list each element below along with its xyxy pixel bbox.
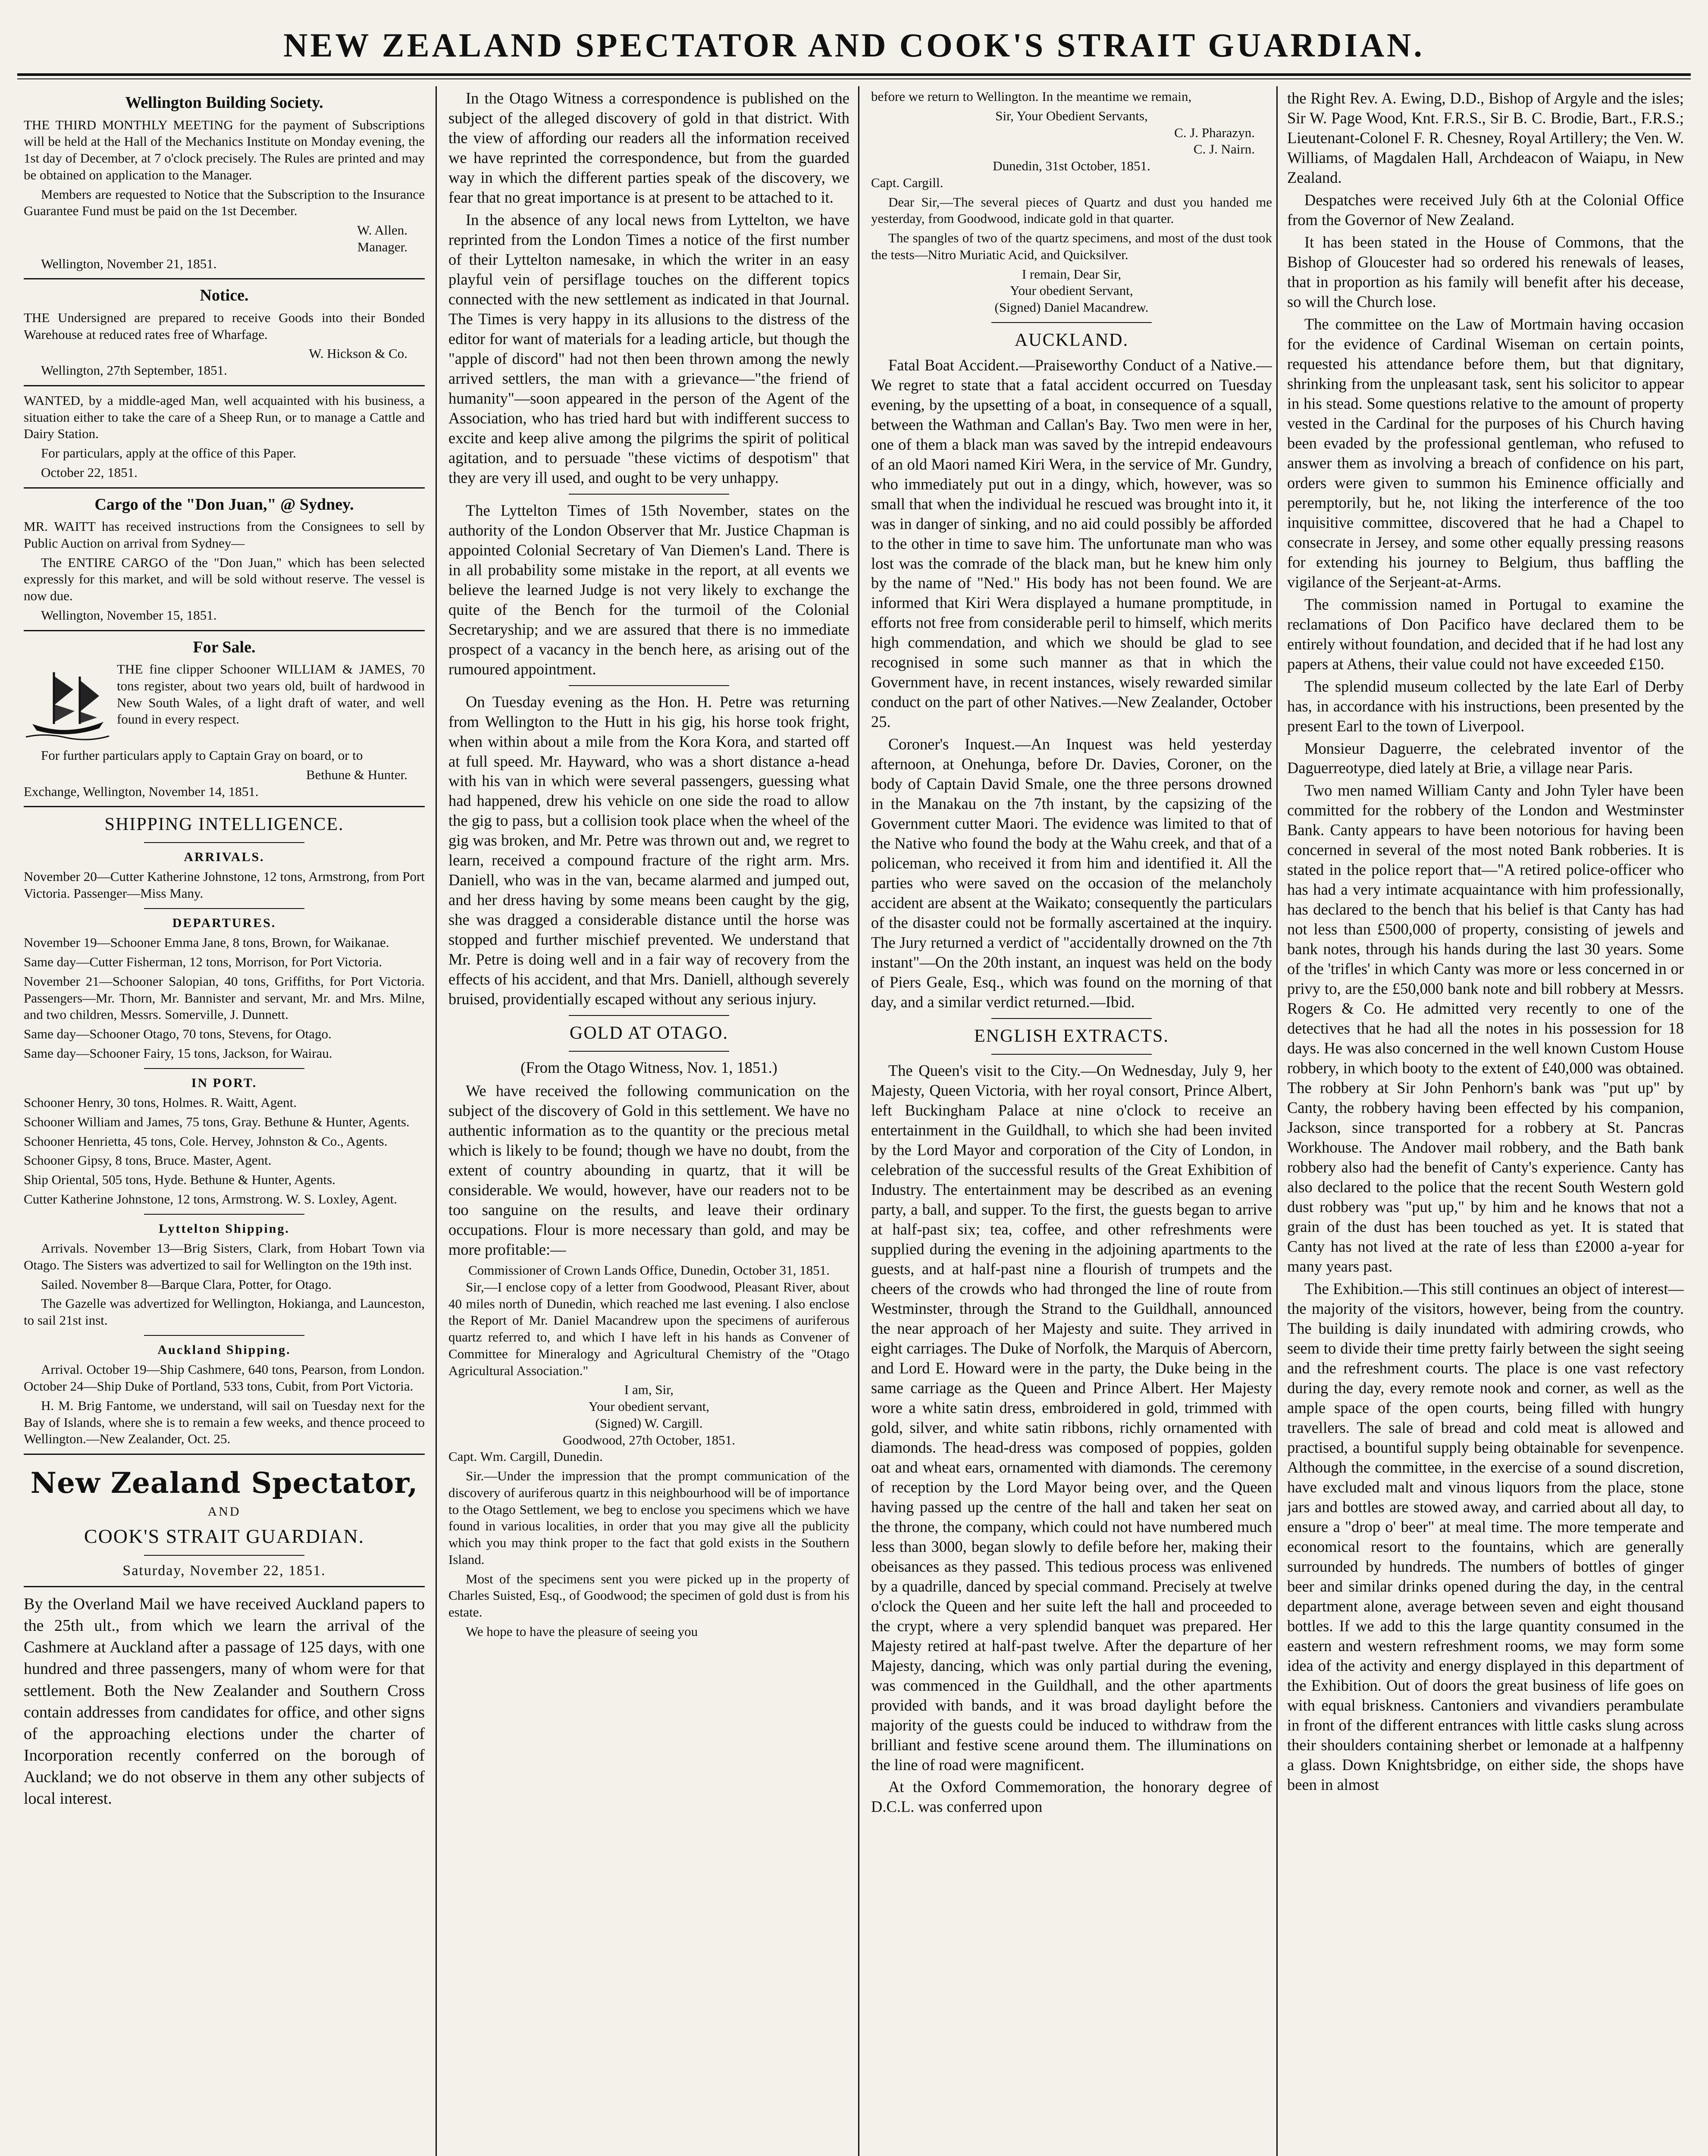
masthead-rule (17, 73, 1691, 76)
issue-date: Saturday, November 22, 1851. (122, 1562, 326, 1579)
notice-date: Wellington, 27th September, 1851. (41, 363, 227, 378)
divider (24, 630, 425, 631)
divider (24, 385, 425, 386)
petre-accident-report: On Tuesday evening as the Hon. H. Petre was returning from Wellington to the Hutt in his gig, his horse took fright, when within about a mile from the Kora Kora, and started off at full speed. Mr. Hayward, who was a short distance a-head with his van in which were several passengers, guessing what had happened, drew his vehicle on one side the road to allow the gig to pass, but a collision took place when the wheel of the gig was broken, and Mr. Petre was thrown out and, we regret to learn, received a compound fracture of the right arm. Mrs. Daniell, who was in the van, became alarmed and jumped out, and her dress having by some means been caught by the gig, she was dragged a considerable distance until the horse was stopped and further mischief prevented. We understand that Mr. Petre is doing well and in a fair way of recovery from the effects of his accident, and that Mrs. Daniell, although severely bruised, providentially escaped without any serious injury. (448, 693, 849, 1008)
gold-letter-signatory-2: C. J. Nairn. (1193, 141, 1255, 157)
goodwood-date-line: Goodwood, 27th October, 1851. (563, 1432, 735, 1448)
for-sale-signatory: Bethune & Hunter. (306, 767, 407, 782)
gold-letter-continued: before we return to Wellington. In the meantime we remain, (871, 89, 1192, 104)
lyttelton-entry: The Gazelle was advertized for Wellington, Hokianga, and Launceston, to sail 21st inst. (24, 1296, 425, 1328)
building-society-date: Wellington, November 21, 1851. (41, 256, 217, 271)
lyttelton-entry: Sailed. November 8—Barque Clara, Potter, for Otago. (41, 1276, 332, 1292)
departure-entry: Same day—Cutter Fisherman, 12 tons, Morrison, for Port Victoria. (24, 954, 382, 969)
divider (569, 685, 729, 686)
divider (569, 494, 729, 495)
despatches-item: Despatches were received July 6th at the Colonial Office from the Governor of New Zealand. (1287, 191, 1684, 229)
exhibition-item: The Exhibition.—This still continues an object of interest—the majority of the visitors, however, being from the country. The building is daily inundated with admiring crowds, who seem to divide their time pretty fairly between the sight seeing and the refreshment courts. The place is one vast refectory during the day, every remote nook and corner, as well as the ample space of the open courts, being filled with hungry travellers. The sale of bread and cold meat is allowed and practised, a bountiful supply being obtainable for sevenpence. Although the committee, in the exercise of a sound discretion, have excluded malt and vinous liquors from the place, stone jars and bottles are stowed away, and carried about all day, to ensure a "drop o' beer" at meal time. The more temperate and economical resort to the fountains, which are generally surrounded by hundreds. The numbers of bottles of ginger beer and similar drinks opened during the day, in the central department alone, average between seven and eight thousand bottles. If we add to this the large quantity consumed in the eastern and western refreshment rooms, we may form some idea of the activity and energy displayed in this department of the Exhibition. Out of doors the great business of life goes on with equal briskness. Cantoniers and vivandiers perambulate in front of the different entrances with little casks slung across their shoulders containing sherbet or lemonade at a halfpenny a glass. Down Knightsbridge, on either side, the shops have been in almost (1287, 1280, 1684, 1793)
macandrew-report-2: The spangles of two of the quartz specimens, and most of the dust took the tests—Nitro Muriatic Acid, and Quicksilver. (871, 230, 1272, 262)
otago-gold-intro: In the Otago Witness a correspondence is published on the subject of the alleged discovery of gold in that district. With the view of affording our readers all the information received we have reprinted the correspondence, but from the guarded way in which the different parties speak of the discovery, we fear that no great importance is at present to be attached to it. (448, 89, 849, 206)
gold-letter-signatory-1: C. J. Pharazyn. (1174, 125, 1255, 140)
divider (24, 278, 425, 279)
paper-title-and: AND (207, 1504, 241, 1519)
column-3 (871, 88, 1272, 2156)
gold-article-p1: We have received the following communication on the subject of the discovery of Gold in this settlement. We have no authentic information as to the quantity or the precious metal which is likely to be found; though we have no doubt, from the extent of country abounding in quartz, that it will be considerable. We would, however, have our readers not to be too sanguine on the results, and leave their ordinary occupations. Flour is more necessary than gold, and may be more profitable:— (448, 1082, 849, 1259)
in-port-entry: Cutter Katherine Johnstone, 12 tons, Armstrong. W. S. Loxley, Agent. (24, 1191, 397, 1206)
in-port-entry: Ship Oriental, 505 tons, Hyde. Bethune & Hunter, Agents. (24, 1172, 335, 1187)
auckland-heading: AUCKLAND. (1014, 330, 1129, 350)
for-sale-body-2: For further particulars apply to Captain Gray on board, or to (41, 748, 363, 763)
queens-visit-article: The Queen's visit to the City.—On Wednesday, July 9, her Majesty, Queen Victoria, with her royal consort, Prince Albert, left Buckingham Palace at nine o'clock to receive an entertainment in the Guildhall, to which she had been invited by the Lord Mayor and corporation of the City of London, in celebration of the successful results of the Great Exhibition of Industry. The entertainment may be described as an evening party, a ball, and supper. To the first, the guests began to arrive at half-past six; tea, coffee, and other refreshments were supplied during the evening in the adjoining apartments to the guests, and at half-past nine a flourish of trumpets and the cheers of the crowds who had thronged the line of route from Westminster, through the Strand to the Guildhall, announced the near approach of her Majesty and suite. They arrived in eight carriages. The Duke of Norfolk, the Marquis of Abercorn, and Lord E. Howard were in the party, the Duke being in the same carriage as the Queen and Prince Albert. Her Majesty wore a white satin dress, embroidered in gold, trimmed with gold, silver, and white satin ribbons, richly ornamented with diamonds. The head-dress was composed of poppies, golden oat and wheat ears, ornamented with diamonds. The ceremony of reception by the Lord Mayor being over, and the Queen having passed up the centre of the hall and taken her seat on the throne, the company, which could not have numbered much less than 3000, began slowly to defile before her, making their obeisances as they passed. This tedious process was enlivened by a quadrille, danced by special command. Precisely at twelve o'clock the Queen and her suite left the hall and proceeded to the crypt, where a very splendid banquet was prepared. Her Majesty retired at half-past twelve. After the departure of her Majesty, dancing, which was only partial during the evening, was commenced in the Guildhall, and the other apartments provided with bands, and it was broad daylight before the majority of the guests could be induced to withdraw from the brilliant and festive scene around them. The illuminations on the line of road were magnificent. (871, 1062, 1272, 1774)
gold-letter-signature: (Signed) W. Cargill. (595, 1415, 703, 1431)
lyttelton-shipping-heading: Lyttelton Shipping. (159, 1221, 290, 1236)
cargo-body-2: The ENTIRE CARGO of the "Don Juan," which has been selected expressly for this market, and will be sold without reserve. The vessel is now due. (24, 555, 425, 603)
building-society-signatory: W. Allen. (357, 222, 407, 238)
divider (991, 1018, 1152, 1019)
arrivals-heading: ARRIVALS. (184, 849, 265, 864)
gold-letter-4: We hope to have the pleasure of seeing you (466, 1623, 698, 1639)
macandrew-report-1: Dear Sir,—The several pieces of Quartz and dust you handed me yesterday, from Goodwood, indicate gold in that quarter. (871, 194, 1272, 226)
wanted-advert: WANTED, by a middle-aged Man, well acquainted with his business, a situation either to take the care of a Sheep Run, or to manage a Cattle and Dairy Station. (24, 392, 425, 442)
oxford-degrees-continued: the Right Rev. A. Ewing, D.D., Bishop of Argyle and the isles; Sir W. Page Wood, Knt. F.R.S., Sir B. C. Brodie, Bart., F.R.S.; Lieutenant-Colonel F. R. Chesney, Royal Artillery; the Ven. W. Williams, of Magdalen Hall, Archdeacon of Waiapu, in New Zealand. (1287, 89, 1684, 186)
departure-entry: Same day—Schooner Fairy, 15 tons, Jackson, for Wairau. (24, 1045, 332, 1061)
for-sale-heading: For Sale. (193, 638, 256, 656)
gold-letter-closing-2: Your obedient servant, (588, 1399, 710, 1414)
paper-title: New Zealand Spectator, (30, 1466, 418, 1500)
ship-woodcut-icon (24, 664, 110, 746)
column-divider (1276, 86, 1278, 2156)
gold-letter-3: Most of the specimens sent you were picked up in the property of Charles Suisted, Esq., of Goodwood; the specimen of gold dust is from his estate. (448, 1571, 849, 1620)
gold-at-otago-heading: GOLD AT OTAGO. (569, 1023, 729, 1044)
divider (24, 806, 425, 807)
divider (569, 1015, 729, 1016)
column-2 (448, 88, 849, 2156)
canty-robbery-item: Two men named William Canty and John Tyler have been committed for the robbery of the London and Westminster Bank. Canty appears to have been notorious for having been concerned in several of the most noted Bank robberies. It is stated in the police report that—"A retired police-officer who has had a very intimate acquaintance with him professionally, has declared to the bench that his belief is that Canty has had not less than £500,000 of property, consisting of jewels and bank notes, through his hands during the last 30 years. Some of the 'trifles' in which Canty was more or less concerned in or privy to, are the £50,000 bank note and bill robbery at Messrs. Rogers & Co. He admitted very recently to one of the detectives that he had all the notes in his possession for 18 days. He was also concerned in the well known Custom House robbery, in which booty to the extent of £40,000 was obtained. The robbery at Sir John Penhorn's bank was "put up" by Canty, the robbery having been effected by his companion, Jackson, since transported for a robbery at St. Pancras Workhouse. The Andover mail robbery, and the Bath bank robbery also had the benefit of Canty's experience. Canty has also declared to the police that the recent South Western gold dust robbery was "put up," by him and he knows that not a grain of the dust has been touched as yet. It is stated that Canty has not lived at the rate of less than £2000 a-year for many years past. (1287, 781, 1684, 1275)
divider (24, 487, 425, 489)
justice-chapman-report: The Lyttelton Times of 15th November, states on the authority of the London Observer that Mr. Justice Chapman is appointed Colonial Secretary of Van Diemen's Land. There is in all probability some mistake in the report, at all events we believe the learned Judge is not very likely to exchange the quite of the Bench for the turmoil of the Colonial Secretaryship; and we are assured that there is no immediate prospect of a vacancy in the bench here, as arising out of the rumoured appointment. (448, 501, 849, 678)
leader-article: By the Overland Mail we have received Auckland papers to the 25th ult., from which we learn the arrival of the Cashmere at Auckland after a passage of 125 days, with one hundred and three passengers, many of whom were for that settlement. Both the New Zealander and Southern Cross contain addresses from candidates for office, and other signs of the approaching elections under the charter of Incorporation recently conferred on the borough of Auckland; we do not observe in them any other subjects of local interest. (24, 1595, 425, 1808)
for-sale-date: Exchange, Wellington, November 14, 1851. (24, 783, 259, 799)
divider (991, 1054, 1152, 1055)
column-divider (436, 86, 437, 2156)
lyttelton-entry: Arrivals. November 13—Brig Sisters, Clark, from Hobart Town via Otago. The Sisters was advertized to sail for Wellington on the 19th inst. (24, 1241, 425, 1272)
masthead-rule-thin (17, 78, 1691, 79)
departures-heading: DEPARTURES. (172, 915, 276, 930)
crown-lands-office-line: Commissioner of Crown Lands Office, Dunedin, October 31, 1851. (468, 1263, 830, 1278)
gold-letter-2: Sir.—Under the impression that the prompt communication of the discovery of auriferous quartz in this neighbourhood will be of importance to the Otago Settlement, we beg to enclose you specimens which we have found in various localities, in order that you may give all the publicity which you may think proper to the fact that gold exists in the Southern Island. (448, 1468, 849, 1567)
wanted-advert-2: For particulars, apply at the office of this Paper. (41, 445, 296, 461)
gold-letter-addressee: Capt. Wm. Cargill, Dunedin. (448, 1449, 603, 1464)
don-pacifico-item: The commission named in Portugal to examine the reclamations of Don Pacifico have declared them to be entirely without foundation, and decided that if he had lost any papers at Athens, their value could not have exceeded £150. (1287, 595, 1684, 673)
shipping-heading: SHIPPING INTELLIGENCE. (104, 815, 344, 835)
column-4 (1287, 88, 1684, 2156)
divider (144, 842, 304, 843)
column-divider (858, 86, 859, 2156)
in-port-entry: Schooner William and James, 75 tons, Gray. Bethune & Hunter, Agents. (24, 1114, 410, 1129)
lyttelton-times-notice: In the absence of any local news from Lyttelton, we have reprinted from the London Times a notice of the first number of their Lyttelton namesake, in which the writer in an easy playful vein of persiflage touches on the different topics connected with the new settlement as indicated in that Journal. The Times is very happy in its allusions to the distress of the editor for want of materials for a leading article, but though the "apple of discord" had not then been thrown among the newly arrived settlers, the man with a grievance—"the friend of humanity"—soon appeared in the person of the Agent of the Association, who has tried hard but with indifferent success to excite and keep alive among the pilgrims the spirit of political agitation, and to persuade "these victims of despotism" that they are very ill used, and ought to be very unhappy. (448, 210, 849, 486)
macandrew-addressee: Capt. Cargill. (871, 175, 943, 190)
earl-of-derby-museum-item: The splendid museum collected by the late Earl of Derby has, in accordance with his instructions, been presented by the present Earl to the town of Liverpool. (1287, 677, 1684, 735)
cargo-date: Wellington, November 15, 1851. (41, 607, 217, 623)
notice-heading: Notice. (200, 286, 249, 305)
in-port-heading: IN PORT. (191, 1075, 257, 1090)
divider (569, 1051, 729, 1052)
english-extracts-heading: ENGLISH EXTRACTS. (974, 1026, 1169, 1047)
departure-entry: November 21—Schooner Salopian, 40 tons, Griffiths, for Port Victoria. Passengers—Mr. Thorn, Mr. Bannister and servant, Mr. and Mrs. Milne, and two children, Messrs. Somerville, J. Dunnett. (24, 973, 425, 1022)
wanted-date: October 22, 1851. (41, 464, 138, 480)
gold-letter-closing: I am, Sir, (624, 1382, 674, 1398)
divider (144, 1335, 304, 1336)
divider (24, 1454, 425, 1455)
cargo-body: MR. WAITT has received instructions from the Consignees to sell by Public Auction on arrival from Sydney— (24, 519, 425, 551)
building-society-notice-2: Members are requested to Notice that the Subscription to the Insurance Guarantee Fund must be paid on the 1st December. (24, 186, 425, 219)
arrivals-entry: November 20—Cutter Katherine Johnstone, 12 tons, Armstrong, from Port Victoria. Passenger—Miss Many. (24, 869, 425, 901)
departure-entry: Same day—Schooner Otago, 70 tons, Stevens, for Otago. (24, 1026, 332, 1041)
notice-body: THE Undersigned are prepared to receive Goods into their Bonded Warehouse at reduced rates free of Wharfage. (24, 310, 425, 342)
masthead: NEW ZEALAND SPECTATOR AND COOK'S STRAIT GUARDIAN. (283, 26, 1425, 64)
fatal-boat-accident-article: Fatal Boat Accident.—Praiseworthy Conduct of a Native.—We regret to state that a fatal accident occurred on Tuesday evening, by the upsetting of a boat, in consequence of a squall, between the Wathman and Callan's Bay. Two men were in her, one of them a black man was saved by the intrepid endeavours of an old Maori named Kiri Wera, in the service of Mr. Gundry, who immediately put out in a dingy, which, however, was so small that when the individual he rescued was brought into it, it was in danger of sinking, and no aid could possibly be afforded to the other in time to save him. The unfortunate man who was lost was the comrade of the black man, but he knew him only by the name of "Ned." His body has not been found. We are informed that Kiri Wera displayed a humane promptitude, in efforts not free from considerable peril to himself, which merits high commendation, and which we should be glad to see recognised in some such manner as that in which the Government have, in recent instances, wisely rewarded similar conduct on the part of other Natives.—New Zealander, October 25. (871, 356, 1272, 731)
building-society-notice: THE THIRD MONTHLY MEETING for the payment of Subscriptions will be held at the Hall of the Mechanics Institute on Monday evening, the 1st day of December, at 7 o'clock precisely. The Rules are printed and may be obtained on application to the Manager. (24, 117, 425, 182)
building-society-heading: Wellington Building Society. (125, 94, 323, 112)
building-society-title: Manager. (357, 239, 407, 254)
divider (144, 908, 304, 909)
divider (24, 1586, 425, 1587)
for-sale-body: THE fine clipper Schooner WILLIAM & JAMES, 70 tons register, about two years old, built of hardwood in New South Wales, of a light draft of water, and well found in every respect. (117, 661, 425, 727)
auckland-shipping-entry: H. M. Brig Fantome, we understand, will sail on Tuesday next for the Bay of Islands, where she is to remain a few weeks, and thence proceed to Wellington.—New Zealander, Oct. 25. (24, 1398, 425, 1447)
divider (991, 322, 1152, 323)
divider (144, 1555, 304, 1556)
in-port-entry: Schooner Gipsy, 8 tons, Bruce. Master, Agent. (24, 1153, 272, 1168)
cargo-heading: Cargo of the "Don Juan," @ Sydney. (94, 495, 354, 514)
coroners-inquest-article: Coroner's Inquest.—An Inquest was held yesterday afternoon, at Onehunga, before Dr. Davies, Coroner, on the body of Captain David Smale, one the three persons drowned in the Manakau on the 7th instant, by the capsizing of the Government cutter Maori. The evidence was limited to that of the Native who found the body at the Wahu creek, and that of a policeman, who received it from him and identified it. All the parties who were saved on the occasion of the melancholy accident are absent at the Waikato; consequently the particulars of the disaster could not be formally ascertained at the inquiry. The Jury returned a verdict of "accidentally drowned on the 7th instant"—On the 20th instant, an inquest was held on the body of Piers Geale, Esq., which was found on the morning of that day, and a similar verdict returned.—Ibid. (871, 735, 1272, 1011)
in-port-entry: Schooner Henry, 30 tons, Holmes. R. Waitt, Agent. (24, 1095, 297, 1110)
auckland-shipping-heading: Auckland Shipping. (157, 1342, 291, 1357)
in-port-entry: Schooner Henrietta, 45 tons, Cole. Hervey, Johnston & Co., Agents. (24, 1133, 388, 1149)
macandrew-closing-2: Your obedient Servant, (1010, 283, 1133, 298)
bishop-gloucester-item: It has been stated in the House of Commons, that the Bishop of Gloucester had so ordered his renewals of leases, that in proportion as his family will benefit after his decease, so will the Church lose. (1287, 233, 1684, 310)
divider (144, 1068, 304, 1069)
divider (144, 1214, 304, 1215)
gold-source-line: (From the Otago Witness, Nov. 1, 1851.) (520, 1059, 777, 1077)
macandrew-signature: (Signed) Daniel Macandrew. (994, 300, 1149, 315)
macandrew-closing: I remain, Dear Sir, (1022, 266, 1122, 282)
departure-entry: November 19—Schooner Emma Jane, 8 tons, Brown, for Waikanae. (24, 935, 389, 950)
oxford-commemoration-article: At the Oxford Commemoration, the honorary degree of D.C.L. was conferred upon (871, 1778, 1272, 1816)
dunedin-date-line: Dunedin, 31st October, 1851. (993, 158, 1150, 173)
column-1 (24, 88, 425, 2156)
gold-letter-1: Sir,—I enclose copy of a letter from Goodwood, Pleasant River, about 40 miles north of Dunedin, which reached me last evening. I also enclose the Report of Mr. Daniel Macandrew upon the specimens of auriferous quartz referred to, and which I have left in his hands as Convener of Committee for Mineralogy and Agricultural Chemistry of the "Otago Agricultural Association." (448, 1279, 849, 1378)
notice-signatory: W. Hickson & Co. (309, 346, 407, 361)
paper-subtitle: COOK'S STRAIT GUARDIAN. (84, 1525, 365, 1547)
gold-letter-closing: Sir, Your Obedient Servants, (995, 108, 1148, 123)
daguerre-item: Monsieur Daguerre, the celebrated inventor of the Daguerreotype, died lately at Brie, a village near Paris. (1287, 739, 1684, 777)
auckland-shipping-entry: Arrival. October 19—Ship Cashmere, 640 tons, Pearson, from London. October 24—Ship Duke of Portland, 533 tons, Cubit, from Port Victoria. (24, 1362, 425, 1394)
mortmain-committee-item: The committee on the Law of Mortmain having occasion for the evidence of Cardinal Wiseman on certain points, requested his attendance before them, but that dignitary, shrinking from the unpleasant task, sent his solicitor to appear in his stead. Some questions relative to the amount of property vested in the Cardinal for the purposes of his Church having been evaded by the professional gentleman, who refused to answer them as involving a breach of confidence on his part, orders were given to summon his Eminence officially and peremptorily, but he, not liking the interference of the too inquisitive committee, discovered that he had a Chapel to consecrate in Jersey, and some other equally pressing reasons for extending his journey to Belgium, thus baffling the vigilance of the Serjeant-at-Arms. (1287, 315, 1684, 591)
